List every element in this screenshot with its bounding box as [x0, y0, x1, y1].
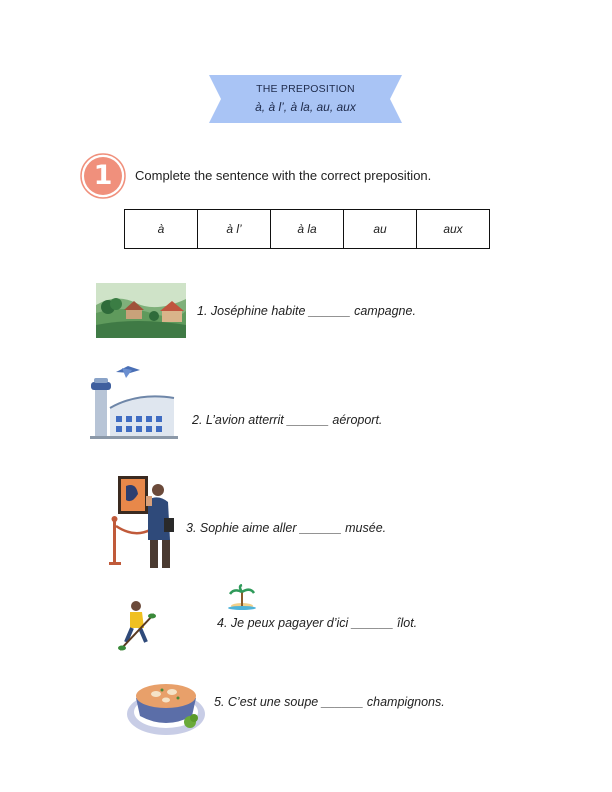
- page-subtitle: à, à l’, à la, au, aux: [255, 100, 356, 114]
- exercise-4-sentence: 4. Je peux pagayer d’ici ______ îlot.: [217, 616, 418, 630]
- instruction-text: Complete the sentence with the correct preposition.: [135, 168, 432, 183]
- preposition-cell: au: [344, 210, 417, 249]
- preposition-row: [125, 210, 490, 249]
- preposition-cell: aux: [417, 210, 490, 249]
- preposition-cell: à: [125, 210, 198, 249]
- step-number: 1: [93, 160, 113, 191]
- museum-icon: [108, 474, 178, 572]
- exercise-3-sentence: 3. Sophie aime aller ______ musée.: [186, 521, 387, 535]
- page-title: THE PREPOSITION: [256, 83, 355, 95]
- soup-icon: [126, 676, 206, 738]
- exercise-5-sentence: 5. C’est une soupe ______ champignons.: [214, 695, 445, 709]
- exercise-1-sentence: 1. Joséphine habite ______ campagne.: [197, 304, 416, 318]
- exercise-2-sentence: 2. L’avion atterrit ______ aéroport.: [192, 413, 383, 427]
- preposition-table: [124, 209, 490, 249]
- title-ribbon: [209, 75, 402, 123]
- preposition-cell: à la: [271, 210, 344, 249]
- airport-icon: [88, 360, 180, 444]
- countryside-icon: [96, 283, 186, 338]
- step-badge: [80, 153, 126, 199]
- preposition-cell: à l’: [198, 210, 271, 249]
